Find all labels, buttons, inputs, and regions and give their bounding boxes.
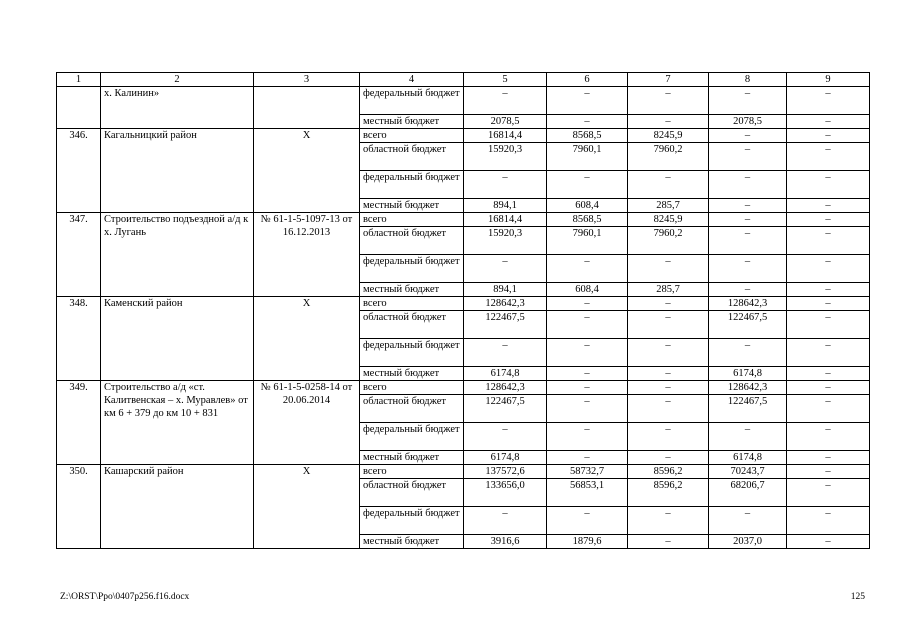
value-cell-col-8: 6174,8 [709,451,787,465]
value-cell-col-5: – [464,507,547,535]
value-cell-col-8: 6174,8 [709,367,787,381]
funding-source-label: местный бюджет [360,115,464,129]
value-cell-col-6: 608,4 [547,199,628,213]
value-cell-col-9: – [787,381,870,395]
value-cell-col-8: – [709,213,787,227]
funding-source-label: местный бюджет [360,535,464,549]
value-cell-col-7: – [628,423,709,451]
value-cell-col-5: 16814,4 [464,213,547,227]
row-number: 346. [57,129,101,213]
value-cell-col-6: – [547,311,628,339]
value-cell-col-5: – [464,339,547,367]
footer-file-path: Z:\ORST\Ppo\0407p256.f16.docx [60,592,190,602]
column-header-2: 2 [101,73,254,87]
funding-source-label: областной бюджет [360,479,464,507]
value-cell-col-8: 70243,7 [709,465,787,479]
document-ref: Х [254,297,360,381]
value-cell-col-7: 285,7 [628,199,709,213]
funding-source-label: местный бюджет [360,283,464,297]
value-cell-col-7: – [628,395,709,423]
object-name: Кагальницкий район [101,129,254,213]
value-cell-col-7: – [628,367,709,381]
value-cell-col-5: 15920,3 [464,227,547,255]
value-cell-col-9: – [787,129,870,143]
value-cell-col-5: 128642,3 [464,381,547,395]
value-cell-col-5: 2078,5 [464,115,547,129]
object-name: х. Калинин» [101,87,254,129]
value-cell-col-5: – [464,87,547,115]
value-cell-col-8: 122467,5 [709,395,787,423]
value-cell-col-7: – [628,115,709,129]
funding-source-label: областной бюджет [360,395,464,423]
value-cell-col-9: – [787,143,870,171]
funding-source-label: федеральный бюджет [360,87,464,115]
value-cell-col-5: – [464,423,547,451]
table-row [57,87,870,115]
column-header-5: 5 [464,73,547,87]
funding-source-label: местный бюджет [360,367,464,381]
value-cell-col-8: 122467,5 [709,311,787,339]
budget-table [56,72,870,549]
value-cell-col-6: – [547,87,628,115]
value-cell-col-8: – [709,227,787,255]
row-number: 347. [57,213,101,297]
value-cell-col-5: 128642,3 [464,297,547,311]
funding-source-label: местный бюджет [360,199,464,213]
value-cell-col-9: – [787,227,870,255]
funding-source-label: федеральный бюджет [360,339,464,367]
value-cell-col-9: – [787,283,870,297]
column-header-9: 9 [787,73,870,87]
value-cell-col-8: – [709,129,787,143]
value-cell-col-9: – [787,507,870,535]
page-footer [56,592,869,604]
value-cell-col-7: – [628,339,709,367]
value-cell-col-9: – [787,255,870,283]
funding-source-label: местный бюджет [360,451,464,465]
value-cell-col-9: – [787,451,870,465]
value-cell-col-9: – [787,199,870,213]
value-cell-col-9: – [787,213,870,227]
value-cell-col-6: – [547,381,628,395]
value-cell-col-9: – [787,339,870,367]
object-name: Кашарский район [101,465,254,549]
value-cell-col-7: – [628,311,709,339]
value-cell-col-6: – [547,115,628,129]
value-cell-col-8: – [709,423,787,451]
value-cell-col-7: 285,7 [628,283,709,297]
value-cell-col-6: 7960,1 [547,143,628,171]
value-cell-col-8: – [709,143,787,171]
value-cell-col-5: 894,1 [464,283,547,297]
value-cell-col-9: – [787,297,870,311]
value-cell-col-8: 68206,7 [709,479,787,507]
object-name: Каменский район [101,297,254,381]
value-cell-col-9: – [787,115,870,129]
document-ref: № 61-1-5-1097-13 от 16.12.2013 [254,213,360,297]
value-cell-col-8: 2078,5 [709,115,787,129]
value-cell-col-5: 122467,5 [464,395,547,423]
value-cell-col-5: 6174,8 [464,367,547,381]
value-cell-col-6: 58732,7 [547,465,628,479]
value-cell-col-7: – [628,507,709,535]
column-header-3: 3 [254,73,360,87]
value-cell-col-7: – [628,451,709,465]
value-cell-col-9: – [787,465,870,479]
value-cell-col-9: – [787,535,870,549]
value-cell-col-7: – [628,535,709,549]
value-cell-col-6: – [547,339,628,367]
value-cell-col-6: 7960,1 [547,227,628,255]
object-name: Строительство а/д «ст. Калитвенская – х. Муравлев» от км 6 + 379 до км 10 + 831 [101,381,254,465]
value-cell-col-7: – [628,87,709,115]
value-cell-col-8: – [709,87,787,115]
table-row [57,213,870,227]
value-cell-col-8: – [709,255,787,283]
value-cell-col-6: 8568,5 [547,213,628,227]
value-cell-col-9: – [787,395,870,423]
value-cell-col-5: 16814,4 [464,129,547,143]
value-cell-col-7: 8596,2 [628,479,709,507]
value-cell-col-8: – [709,199,787,213]
column-header-4: 4 [360,73,464,87]
value-cell-col-6: – [547,395,628,423]
value-cell-col-8: 128642,3 [709,297,787,311]
value-cell-col-8: – [709,171,787,199]
table-body [57,87,870,549]
value-cell-col-8: 128642,3 [709,381,787,395]
value-cell-col-6: 1879,6 [547,535,628,549]
table-row [57,297,870,311]
value-cell-col-8: – [709,339,787,367]
document-ref: № 61-1-5-0258-14 от 20.06.2014 [254,381,360,465]
value-cell-col-6: – [547,367,628,381]
column-header-7: 7 [628,73,709,87]
value-cell-col-7: 7960,2 [628,143,709,171]
value-cell-col-5: 894,1 [464,199,547,213]
value-cell-col-7: – [628,171,709,199]
value-cell-col-5: 15920,3 [464,143,547,171]
funding-source-label: всего [360,213,464,227]
funding-source-label: всего [360,381,464,395]
row-number: 350. [57,465,101,549]
value-cell-col-7: – [628,255,709,283]
value-cell-col-6: 8568,5 [547,129,628,143]
document-ref [254,87,360,129]
value-cell-col-8: – [709,283,787,297]
object-name: Строительство подъездной а/д к х. Лугань [101,213,254,297]
table-row [57,381,870,395]
column-header-6: 6 [547,73,628,87]
funding-source-label: федеральный бюджет [360,507,464,535]
value-cell-col-6: – [547,297,628,311]
table-row [57,129,870,143]
value-cell-col-5: 3916,6 [464,535,547,549]
value-cell-col-7: 8596,2 [628,465,709,479]
value-cell-col-6: 608,4 [547,283,628,297]
table-header [57,73,870,87]
funding-source-label: федеральный бюджет [360,171,464,199]
row-number [57,87,101,129]
value-cell-col-7: – [628,297,709,311]
table-row [57,465,870,479]
funding-source-label: областной бюджет [360,227,464,255]
value-cell-col-9: – [787,87,870,115]
value-cell-col-6: – [547,451,628,465]
value-cell-col-9: – [787,479,870,507]
row-number: 348. [57,297,101,381]
value-cell-col-5: 6174,8 [464,451,547,465]
funding-source-label: областной бюджет [360,143,464,171]
value-cell-col-6: – [547,255,628,283]
funding-source-label: федеральный бюджет [360,423,464,451]
funding-source-label: всего [360,129,464,143]
value-cell-col-5: 122467,5 [464,311,547,339]
header-row [57,73,870,87]
value-cell-col-8: – [709,507,787,535]
value-cell-col-5: – [464,255,547,283]
value-cell-col-6: 56853,1 [547,479,628,507]
footer-page-number: 125 [850,592,865,602]
column-header-1: 1 [57,73,101,87]
value-cell-col-9: – [787,311,870,339]
value-cell-col-7: 8245,9 [628,213,709,227]
value-cell-col-9: – [787,171,870,199]
value-cell-col-7: – [628,381,709,395]
value-cell-col-9: – [787,367,870,381]
value-cell-col-6: – [547,171,628,199]
funding-source-label: областной бюджет [360,311,464,339]
value-cell-col-5: 133656,0 [464,479,547,507]
funding-source-label: федеральный бюджет [360,255,464,283]
value-cell-col-8: 2037,0 [709,535,787,549]
value-cell-col-5: – [464,171,547,199]
value-cell-col-6: – [547,423,628,451]
value-cell-col-5: 137572,6 [464,465,547,479]
value-cell-col-9: – [787,423,870,451]
value-cell-col-7: 7960,2 [628,227,709,255]
value-cell-col-7: 8245,9 [628,129,709,143]
row-number: 349. [57,381,101,465]
value-cell-col-6: – [547,507,628,535]
budget-table-sheet [56,72,869,549]
document-ref: Х [254,465,360,549]
funding-source-label: всего [360,297,464,311]
funding-source-label: всего [360,465,464,479]
document-ref: Х [254,129,360,213]
column-header-8: 8 [709,73,787,87]
